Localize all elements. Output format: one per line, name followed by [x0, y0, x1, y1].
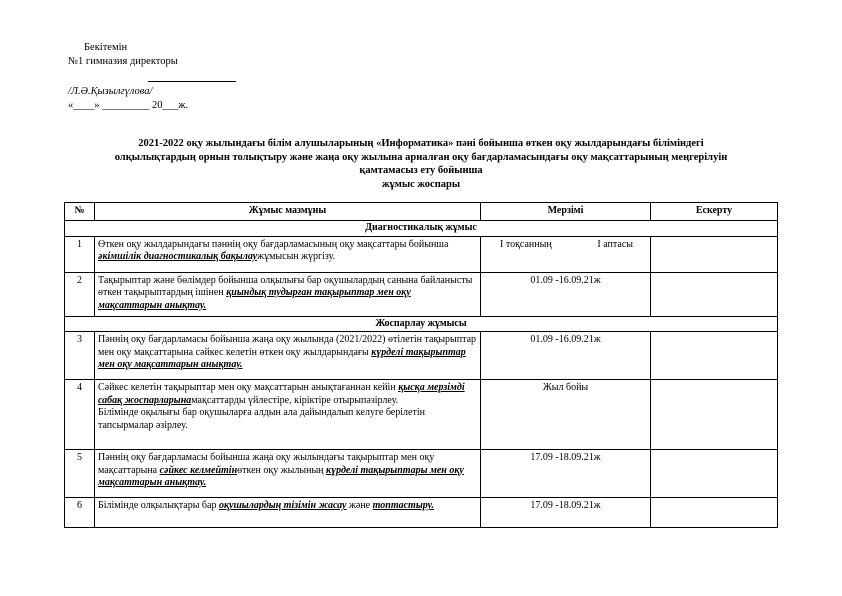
- table-row: [65, 332, 778, 380]
- row-number: 6: [65, 498, 95, 528]
- table-row: [65, 380, 778, 450]
- section-row-diagnostic: [65, 221, 778, 237]
- title-line-1: 2021-2022 оқу жылындағы білім алушыларының «Информатика» пәні бойынша өткен оқу жылдарындағы біліміндегі: [138, 138, 704, 149]
- header-term: Мерзімі: [481, 203, 651, 221]
- work-plan-table: [64, 202, 778, 528]
- row-note: [651, 498, 778, 528]
- row-term: 01.09 -16.09.21ж: [481, 272, 651, 316]
- approval-date: «____» _________ 20___ж.: [68, 100, 189, 111]
- row-content: Тақырыптар және бөлімдер бойынша олқылығы бар оқушылардың санына байланысты өткен тақырыптардың ішінен қиындық тудырған тақырыптар мен оқу мақсаттарын анықтау.: [95, 272, 481, 316]
- approval-director-name: /Л.Ә.Қызылгүлова/: [68, 86, 153, 97]
- section-title: Диагностикалық жұмыс: [65, 221, 778, 237]
- header-number: №: [65, 203, 95, 221]
- row-number: 3: [65, 332, 95, 380]
- title-line-2: олқылықтардың орнын толықтыру және жаңа оқу жылына арналған оқу бағдарламасындағы оқу мақсаттарының меңгерілуін: [114, 151, 728, 163]
- row-term: I тоқсанның I аптасы: [481, 236, 651, 272]
- table-row: [65, 498, 778, 528]
- row-number: 5: [65, 450, 95, 498]
- row-number: 2: [65, 272, 95, 316]
- row-content: Білімінде олқылықтары бар оқушылардың тізімін жасау және топтастыру.: [95, 498, 481, 528]
- section-row-planning: [65, 316, 778, 332]
- header-content: Жұмыс мазмұны: [95, 203, 481, 221]
- row-term: 01.09 -16.09.21ж: [481, 332, 651, 380]
- row-number: 1: [65, 236, 95, 272]
- section-title: Жоспарлау жұмысы: [65, 316, 778, 332]
- approval-line-position: №1 гимназия директоры: [68, 56, 178, 67]
- row-note: [651, 332, 778, 380]
- row-term: 17.09 -18.09.21ж: [481, 450, 651, 498]
- row-term: Жыл бойы: [481, 380, 651, 450]
- table-row: [65, 450, 778, 498]
- approval-line-approve: Бекітемін: [84, 42, 128, 53]
- row-content: Өткен оқу жылдарындағы пәннің оқу бағдарламасының оқу мақсаттары бойынша әкімшілік диагностикалық бақылаужұмысын жүргізу.: [95, 236, 481, 272]
- title-line-4: жұмыс жоспары: [381, 178, 461, 190]
- table-row: [65, 272, 778, 316]
- table-row: [65, 236, 778, 272]
- document-title: [60, 137, 782, 191]
- row-number: 4: [65, 380, 95, 450]
- title-line-3: қамтамасыз ету бойынша: [359, 165, 483, 176]
- row-content: Пәннің оқу бағдарламасы бойынша жаңа оқу жылында (2021/2022) өтілетін тақырыптар мен оқу мақсаттарына сәйкес келетін өткен оқу жылдарындағы күрделі тақырыптар мен оқу мақсаттарын анықтау.: [95, 332, 481, 380]
- row-content: Пәннің оқу бағдарламасы бойынша жаңа оқу жылындағы тақырыптар мен оқу мақсаттарына сәйкес келмейтінөткен оқу жылының күрделі тақырыптары мен оқу мақсаттарын анықтау.: [95, 450, 481, 498]
- row-note: [651, 380, 778, 450]
- row-content: Сәйкес келетін тақырыптар мен оқу мақсаттарын анықтағаннан кейін қысқа мерзімді сабақ жоспарларынамақсаттарды үйлестіре, кіріктіре отырыпәзірлеу. Білімінде оқылығы бар оқушыларға алдын ала дайындалып келуге берілетін тапсырмалар әзірлеу.: [95, 380, 481, 450]
- row-note: [651, 450, 778, 498]
- signature-line: [148, 81, 236, 82]
- approval-block: [68, 41, 188, 113]
- row-term: 17.09 -18.09.21ж: [481, 498, 651, 528]
- row-note: [651, 236, 778, 272]
- row-note: [651, 272, 778, 316]
- table-header-row: [65, 203, 778, 221]
- header-note: Ескерту: [651, 203, 778, 221]
